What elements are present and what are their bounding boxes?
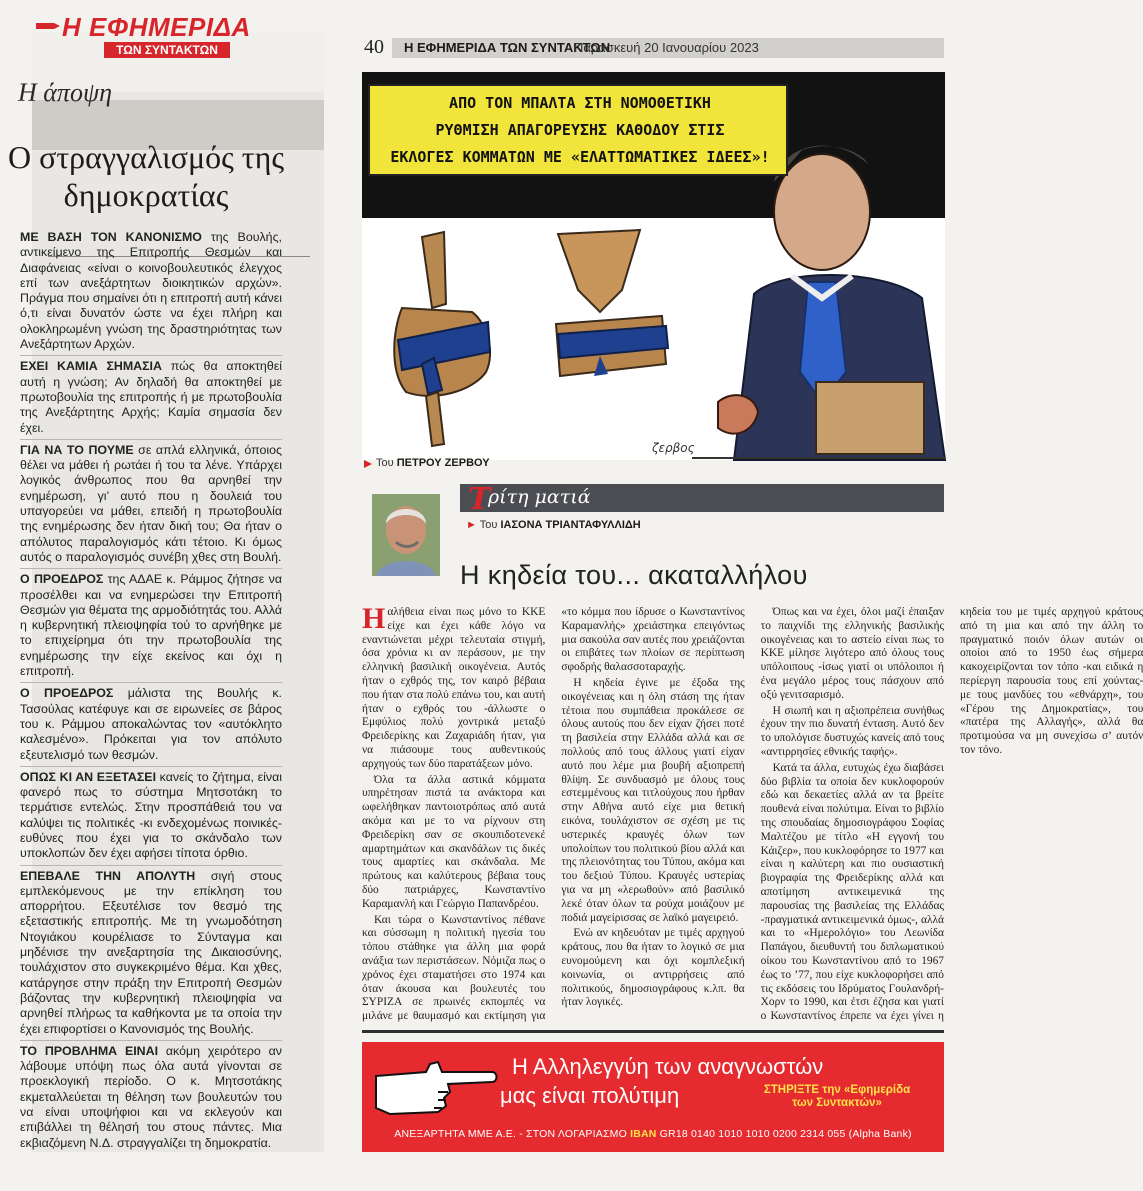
section-label: Η άποψη (18, 78, 112, 107)
article-text: Όλα τα άλλα αστικά κόμματα υπηρέτησαν πιστά τα ανάκτορα και ωφελήθηκαν παντοιοτρόπως από αυτά ακόμα και με το να ρίχνουν στη Φρειδερίκη σαν σε σκουπιδοτενεκέ αμαρτημάτων και σκανδάλων τις δικές τους αμαρτίες και σκάνδαλα. Με πρώτους και καλύτερους βέβαια τους δύο πατριάρχες, Κωνσταντίνο Καραμανλή και Γεώργιο Παπανδρέου. (362, 773, 546, 910)
article-text: Κατά τα άλλα, ευτυχώς έχω διαβάσει δύο βιβλία τα οποία δεν κυκλοφορούν εδώ και δεκαετίες αλλά αν τα βρείτε πουθενά είναι πολύτιμα. Είναι το βιβλίο της σπουδαίας δημοσιογράφου Σοφίας Μαλτέζου με τίτλο «Η εγγονή του Κάιζερ», που κυκλοφόρησε το 1977 και είναι η καλύτερη και πιο ουσιαστική βιογραφία της Φρειδερίκης αλλά και αποτίμηση αντικειμενικά της παρουσίας της βασιλείας της Ελλάδας -πραγματικά αντικειμενικά όμως-, αλλά και το «Ημερολόγιο» του Λεωνίδα Παπάγου, διευθυντή του διπλωματικού οίκου του Κωνσταντίνου από το 1967 έως το ’77, που είχε κυκλοφορήσει από τις εκδόσεις του Ιδρύματος Γουλανδρή-Χορν το 1990, και έτσι έζησα και γιατί ο Κωνσταντίνος έπρεπε να έχει γίνει η κηδεία του με τιμές αρχηγού κράτους από τη μια και από την άλλη το πραγματικό ποιόν όλων αυτών οι οποίοι από το 1950 έως σήμερα κακοχειρίζονται τον τόπο -και ειδικά η περίεργη παρουσία τους επί χούντας- με τους μανδύες του «εθνάρχη», του «Γέρου της Δημοκρατίας», του «πατέρα της Αλλαγής», αλλά θα προτιμούσα να μη συνεχίσω σ’ αυτόν τον τόνο. (760, 606, 1143, 1023)
header-paper-name: Η ΕΦΗΜΕΡΙΔΑ ΤΩΝ ΣΥΝΤΑΚΤΩΝ (404, 40, 611, 55)
paragraph-lead: ΜΕ ΒΑΣΗ ΤΟΝ ΚΑΝΟΝΙΣΜΟ (20, 230, 202, 244)
article-text: Όπως και να έχει, όλοι μαζί έπαιξαν το παιχνίδι της ελληνικής βασιλικής οικογένειας και το αστείο είναι πως το ΚΚΕ μίλησε λιγότερο από όλους τους υπόλοιπους -ίσως γιατί οι υπόλοιποι ή ένα μεγάλο μέρος τους πάσχουν από οξύ γενιτσαρισμό. (760, 606, 944, 701)
paragraph-lead: Ο ΠΡΟΕΔΡΟΣ (20, 686, 114, 701)
cartoon-caption (378, 90, 782, 171)
bank-prefix: ΑΝΕΞΑΡΤΗΤΑ ΜΜΕ Α.Ε. - ΣΤΟΝ ΛΟΓΑΡΙΑΣΜΟ (394, 1128, 627, 1140)
article-paragraph (761, 606, 944, 703)
iban-label: IBAN (630, 1128, 657, 1140)
credit-arrow-icon (364, 460, 372, 468)
paragraph-lead: ΟΠΩΣ ΚΙ ΑΝ ΕΞΕΤΑΣΕΙ (20, 769, 157, 784)
drop-cap: Η (362, 602, 386, 635)
paragraph-text: ακόμη χειρότερο αν λάβουμε υπόψη πως όλα αυτά γίνονται σε προεκλογική περίοδο. Ο κ. Μητσοτάκης εκμεταλλεύεται τη θέληση των βουλευτών του να είναι υποψήφιοι και να εκλεγούν και επιβάλλει τη θέλησή του στους πάντες. Μια εκβιαζόμενη Ν.Δ. στραγγαλίζει τη δημοκρατία. (20, 1043, 282, 1150)
paragraph-text: πώς θα αποκτηθεί αυτή η γνώση; Αν δηλαδή θα αποκτηθεί με πρωτοβουλία της επιτροπής ή με πρωτοβουλία της Ανεξάρτητης Αρχής; Καμία σημασία δεν έχει. (20, 359, 282, 435)
article-text: Η κηδεία έγινε με έξοδα της οικογένειας και η όλη στάση της ήταν τέτοια που συμπάθεια προκάλεσε σε όλους αυτούς που δεν είχαν ζήσει ποτέ τη βασιλεία στην Ελλάδα αλλά και σε πολλούς από τους άλλους γιατί είχαν αυτό που λέμε μια βουβή αξιοπρεπή θλίψη. Σε συνδυασμό με όλους τους εστεμμένους και τιτλούχους που ήρθαν στην Αθήνα αυτό είχε μια θετική εικόνα, τουλάχιστον σε σχέση με τις υστερικές κραυγές όλων των υπολοίπων του πολιτικού βίου αλλά και της πλειονότητας του Τύπου, ακόμα και του δεξιού Τύπου. Κραυγές υστερίας για να μη «λερωθούν» από βασιλικό λεκέ όταν όλων τα ρούχα μοιάζουν με ποδιά μαγείρισσας σε λαϊκό μαγειρειό. (561, 676, 745, 924)
paragraph-text: μάλιστα της Βουλής κ. Τασούλας κατέφυγε και σε ειρωνείες σε βάρος του κ. Ράμμου αποκαλώντας τον «αυτόκλητο καλεσμένο». Πρόκειται για τον απόλυτο εξευτελισμό των θεσμών. (20, 686, 282, 762)
ad-cta-line: των Συντακτών» (792, 1097, 882, 1109)
paragraph-lead: ΕΧΕΙ ΚΑΜΙΑ ΣΗΜΑΣΙΑ (20, 359, 162, 374)
paragraph-text: της Βουλής, αντικείμενο της Επιτροπής Θεσμών και Διαφάνειας «είναι ο κοινοβουλευτικός έλεγχος επί των ανεξάρτητων διοικητικών αρχών». Πράγμα που σημαίνει ότι η επιτροπή αυτή κάνει ό,τι είναι δυνατόν ώστε να έχει πλήρη και ολοκληρωμένη γνώση της δραστηριότητας των Ανεξάρτητων Αρχών. (20, 230, 282, 352)
opinion-paragraph (20, 230, 282, 356)
credit-prefix: Του (376, 457, 397, 469)
ad-title: Η Αλληλεγγύη των αναγνωστών (512, 1054, 824, 1079)
author-photo (372, 494, 440, 576)
opinion-body (20, 230, 282, 1154)
article-body (362, 602, 1143, 1024)
paragraph-text: σε απλά ελληνικά, όποιος θέλει να μάθει ή ρωτάει ή του τα λένε. Υπάρχει λογικός άνθρωπος που θα αρνηθεί την ενημέρωση, γι’ αυτό που η δουλειά του υπαγορεύει να μάθει, επειδή η πρωτοβουλία της ενημέρωσης δεν ήταν δική του; Θα ήταν ο απόλυτος παραλογισμός κάτι τέτοιο. Κι όμως αυτός ο παραλογισμός συνέβη χθες στη Βουλή. (20, 442, 282, 564)
cartoon-signature: ζερβος (652, 441, 695, 455)
header-date: Παρασκευή 20 Ιανουαρίου 2023 (574, 40, 759, 55)
article-text: Και τώρα ο Κωνσταντίνος πέθανε και σύσσωμη η πολιτική ηγεσία του τόπου στάθηκε για άλλη μια φορά ανάξια των περιστάσεων. Νόμιζα πως ο χρόνος έχει σταματήσει στο 1974 και όταν άκουσα και βουλευτές του ΣΥΡΙΖΑ σε πρωινές εκπομπές να μιλάνε με θαυμασμό και εκτίμηση για «το κόμμα που ίδρυσε ο Κωνσταντίνος Καραμανλής» χρειάστηκα επειγόντως μια σακούλα σαν αυτές που χρειάζονται οι επιβάτες των πλοίων σε περίπτωση σφοδρής θαλασσοταραχής. (362, 606, 745, 1023)
article-text: Ενώ αν κηδευόταν με τιμές αρχηγού κράτους, που θα ήταν το λογικό σε μια ευνομούμενη και όχι κομπλεξική κοινωνία, οι αντιρρήσεις από πολιτικούς, δημοσιογράφους κ.λπ. θα ήταν λογικές. (561, 927, 745, 1009)
ad-cta-line: ΣΤΗΡΙΞΤΕ την «Εφημερίδα (763, 1084, 911, 1096)
paragraph-lead: ΓΙΑ ΝΑ ΤΟ ΠΟΥΜΕ (20, 442, 134, 457)
article-paragraph (761, 705, 944, 760)
paragraph-lead: ΤΟ ΠΡΟΒΛΗΜΑ ΕΙΝΑΙ (20, 1043, 159, 1058)
article-paragraph (362, 774, 545, 912)
opinion-paragraph (20, 572, 282, 683)
paragraph-text: της ΑΔΑΕ κ. Ράμμος ζήτησε να προσέλθει και να ενημερώσει την Επιτροπή Θεσμών για θέματα της αρμοδιότητάς του. Αλλά η κυβερνητική πλειοψηφία τού το αρνήθηκε με το επιχείρημα ότι την πρωτοβουλία της ενημέρωσης την είχε εκείνος και όχι η επιτροπή. (20, 572, 282, 679)
column-heading-letter: Τ (468, 482, 491, 517)
ad-cta[interactable] (734, 1084, 940, 1110)
article-text: αλήθεια είναι πως μόνο το ΚΚΕ είχε και έχει κάθε λόγο να εναντιώνεται μέχρι τελευταία στιγμή, όσα χρόνια κι αν περάσουν, με την ελληνική βασιλική οικογένεια. Αυτός ήταν ο εχθρός της, τον καιρό βέβαια που ήταν στα πολύ επάνω του, και αυτή ήταν ο εχθρός του -άλλωστε ο Εμφύλιος πολύ χοντρικά μεταξύ Φρειδερίκης και Ζαχαριάδη ήταν, για να πιάσουμε τους αυθεντικούς αρχηγούς των δύο παρατάξεων μόνο. (362, 606, 546, 770)
ad-subtitle: μας είναι πολύτιμη (500, 1083, 680, 1108)
opinion-paragraph (20, 443, 282, 569)
masthead-title: Η ΕΦΗΜΕΡΙΔΑ (62, 12, 251, 42)
masthead-subtitle: ΤΩΝ ΣΥΝΤΑΚΤΩΝ (104, 42, 230, 58)
opinion-paragraph (20, 686, 282, 766)
author-prefix: Του (479, 519, 501, 531)
opinion-title: Ο στραγγαλισμός της δημοκρατίας (7, 139, 285, 213)
article-paragraph (561, 677, 744, 925)
bank-name: (Alpha Bank) (848, 1128, 912, 1140)
opinion-paragraph (20, 869, 282, 1041)
pointing-hand-icon (372, 1058, 498, 1118)
iban-number: GR18 0140 1010 1010 0200 2314 055 (659, 1128, 846, 1140)
paragraph-lead: Ο ΠΡΟΕΔΡΟΣ (20, 572, 104, 587)
ad-bank-details (362, 1128, 944, 1140)
logo-arrow-icon (36, 22, 60, 30)
article-paragraph (362, 602, 546, 772)
column-heading: ρίτη ματιά (488, 486, 591, 508)
article-paragraph (561, 927, 744, 1010)
article-divider (362, 1030, 944, 1033)
author-name: ΙΑΣΟΝΑ ΤΡΙΑΝΤΑΦΥΛΛΙΔΗ (500, 519, 641, 531)
opinion-paragraph (20, 770, 282, 866)
page-number: 40 (364, 36, 384, 58)
opinion-paragraph (20, 359, 282, 439)
paragraph-text: κανείς το ζήτημα, είναι φανερό πως το σύστημα Μητσοτάκη το τερμάτισε εντελώς. Στην προσπάθειά του να καλύψει τις πολιτικές -κι ενδεχομένως ποινικές- ευθύνες που έχει για το σκάνδαλο των υποκλοπών δεν έχει αφήσει τίποτα όρθιο. (20, 769, 282, 861)
article-text: Η σιωπή και η αξιοπρέπεια συνήθως έχουν την πιο δυνατή ένταση. Αυτό δεν το υπολόγισε δυστυχώς κανείς από τους «αντιρρησίες εθνικής ταφής». (760, 704, 944, 758)
caption-line: ΡΥΘΜΙΣΗ ΑΠΑΓΟΡΕΥΣΗΣ ΚΑΘΟΔΟΥ ΣΤΙΣ (435, 121, 725, 139)
author-byline: ► Του ΙΑΣΟΝΑ ΤΡΙΑΝΤΑΦΥΛΛΙΔΗ (466, 519, 641, 531)
paragraph-text: σιγή στους εμπλεκόμενους με την επίκληση του απορρήτου. Εξευτέλισε τον θεσμό της εξεταστικής επιτροπής. Με τη γνωμοδότηση Ντογιάκου κουρέλιασε το Σύνταγμα και μηδένισε την ανεξαρτησία της Δικαιοσύνης, τουλάχιστον στο συγκεκριμένο θέμα. Και χθες, κατάργησε στην πράξη την Επιτροπή Θεσμών βάζοντας την κυβερνητική πλειοψηφία να αρνηθεί πλήρως τα καθήκοντα με τα οποία την έχει επιφορτίσει ο Κανονισμός της Βουλής. (20, 868, 282, 1036)
article-title: Η κηδεία του... ακαταλλήλου (460, 560, 808, 590)
credit-name: ΠΕΤΡΟΥ ΖΕΡΒΟΥ (396, 457, 490, 469)
opinion-paragraph (20, 1044, 282, 1151)
cartoon-credit (376, 457, 490, 469)
caption-line: ΕΚΛΟΓΕΣ ΚΟΜΜΑΤΩΝ ΜΕ «ΕΛΑΤΤΩΜΑΤΙΚΕΣ ΙΔΕΕΣ»! (390, 148, 770, 166)
paragraph-lead: ΕΠΕΒΑΛΕ ΤΗΝ ΑΠΟΛΥΤΗ (20, 868, 196, 883)
caption-line: ΑΠΟ ΤΟΝ ΜΠΑΛΤΑ ΣΤΗ ΝΟΜΟΘΕΤΙΚΗ (449, 94, 711, 112)
